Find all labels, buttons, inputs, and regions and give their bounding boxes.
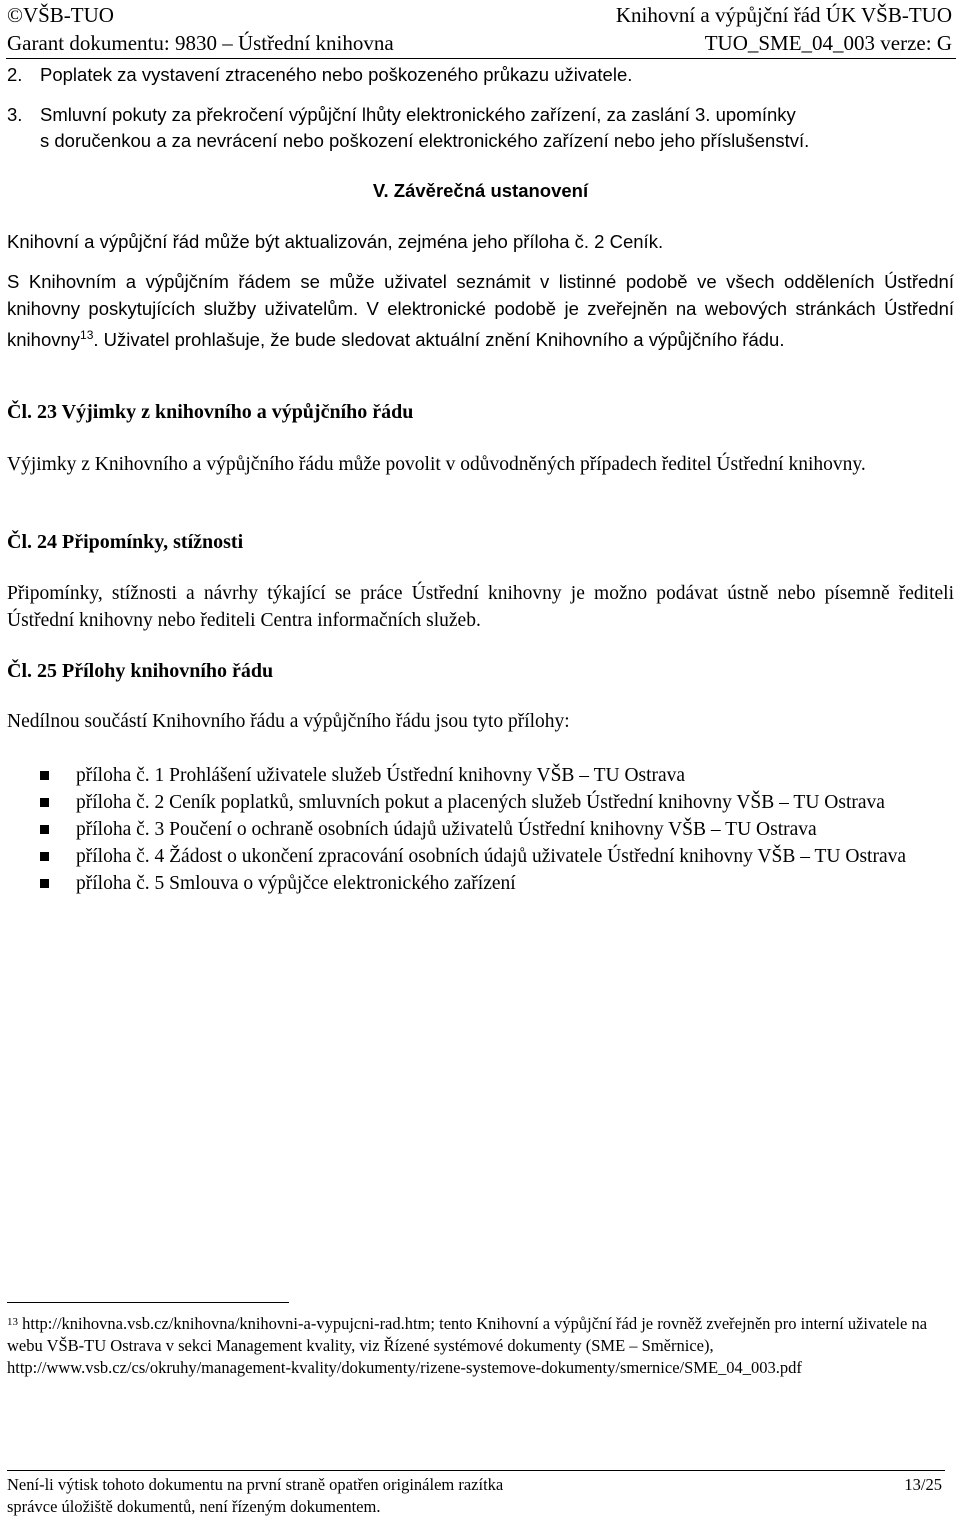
section-v-heading: V. Závěrečná ustanovení <box>372 180 589 201</box>
item-2-text: Poplatek za vystavení ztraceného nebo poškozeného průkazu uživatele. <box>40 64 633 85</box>
item-3-line-2: s doručenkou a za nevrácení nebo poškození elektronického zařízení nebo jeho příslušenství. <box>40 130 810 151</box>
attachment-2: příloha č. 2 Ceník poplatků, smluvních pokut a placených služeb Ústřední knihovny VŠB – TU Ostrava <box>76 792 885 813</box>
footer-line-1: Není-li výtisk tohoto dokumentu na první straně opatřen originálem razítka <box>7 1475 504 1494</box>
article-23-text: Výjimky z Knihovního a výpůjčního řádu může povolit v odůvodněných případech ředitel Ústřední knihovny. <box>7 454 866 475</box>
article-23-heading: Čl. 23 Výjimky z knihovního a výpůjčního řádu <box>7 401 414 423</box>
bullet-square-icon <box>40 798 49 807</box>
article-24-text: Připomínky, stížnosti a návrhy týkající se práce Ústřední knihovny je možno podávat ústně nebo písemně řediteli Ústřední knihovny nebo řediteli Centra informačních služeb. <box>7 583 954 631</box>
footnote-separator <box>7 1302 289 1303</box>
header-rule <box>6 58 956 59</box>
header-document-title: Knihovní a výpůjční řád ÚK VŠB-TUO <box>615 3 952 27</box>
bullet-square-icon <box>40 825 49 834</box>
item-2-number: 2. <box>7 64 23 85</box>
attachment-3: příloha č. 3 Poučení o ochraně osobních údajů uživatelů Ústřední knihovny VŠB – TU Ostrava <box>76 819 817 840</box>
list-item <box>40 762 952 789</box>
article-24-heading: Čl. 24 Připomínky, stížnosti <box>7 531 244 553</box>
header-copyright: ©VŠB-TUO <box>7 3 114 27</box>
item-3-number: 3. <box>7 104 23 125</box>
item-3-line-1: Smluvní pokuty za překročení výpůjční lhůty elektronického zařízení, za zaslání 3. upomínky <box>40 104 796 125</box>
bullet-square-icon <box>40 852 49 861</box>
footer-rule <box>7 1470 945 1471</box>
page-number: 13/25 <box>904 1475 942 1494</box>
article-25-heading: Čl. 25 Přílohy knihovního řádu <box>7 660 274 682</box>
attachment-4: příloha č. 4 Žádost o ukončení zpracování osobních údajů uživatele Ústřední knihovny VŠB – TU Ostrava <box>76 846 907 867</box>
header-guarantor: Garant dokumentu: 9830 – Ústřední knihovna <box>7 31 394 55</box>
header-document-code: TUO_SME_04_003 verze: G <box>704 31 952 55</box>
footer-line-2: správce úložiště dokumentů, není řízeným dokumentem. <box>7 1497 381 1516</box>
list-item <box>40 816 952 843</box>
attachment-5: příloha č. 5 Smlouva o výpůjčce elektronického zařízení <box>76 873 516 894</box>
footnote-reference: 13 <box>80 328 94 342</box>
attachments-list <box>40 762 952 897</box>
article-25-intro: Nedílnou součástí Knihovního řádu a výpůjčního řádu jsou tyto přílohy: <box>7 711 570 732</box>
footnote-text: http://knihovna.vsb.cz/knihovna/knihovni-a-vypujcni-rad.htm; tento Knihovní a výpůjční řád je rovněž zveřejněn pro interní uživatele na webu VŠB-TU Ostrava v sekci Management kvality, viz Řízené systémové dokumenty (SME – Směrnice), http://www.vsb.cz/cs/okruhy/management-kvality/dokumenty/rizene-systemove-dokumenty/smernice/SME_04_003.pdf <box>7 1314 928 1377</box>
list-item <box>40 843 952 870</box>
bullet-square-icon <box>40 771 49 780</box>
footnote-number: 13 <box>7 1316 18 1328</box>
section-v-paragraph-2 <box>7 268 954 353</box>
list-item <box>40 789 952 816</box>
section-v-paragraph-1: Knihovní a výpůjční řád může být aktualizován, zejména jeho příloha č. 2 Ceník. <box>7 231 664 252</box>
section-v-paragraph-2-end: . Uživatel prohlašuje, že bude sledovat aktuální znění Knihovního a výpůjčního řádu. <box>93 329 785 351</box>
attachment-1: příloha č. 1 Prohlášení uživatele služeb Ústřední knihovny VŠB – TU Ostrava <box>76 765 686 786</box>
footnote <box>7 1313 952 1379</box>
bullet-square-icon <box>40 879 49 888</box>
section-v-paragraph-2-text: S Knihovním a výpůjčním řádem se může uživatel seznámit v listinné podobě ve všech odděleních Ústřední knihovny poskytujících služby uživatelům. V elektronické podobě je zveřejněn na webových stránkách Ústřední knihovny <box>7 271 954 351</box>
list-item <box>40 870 952 897</box>
